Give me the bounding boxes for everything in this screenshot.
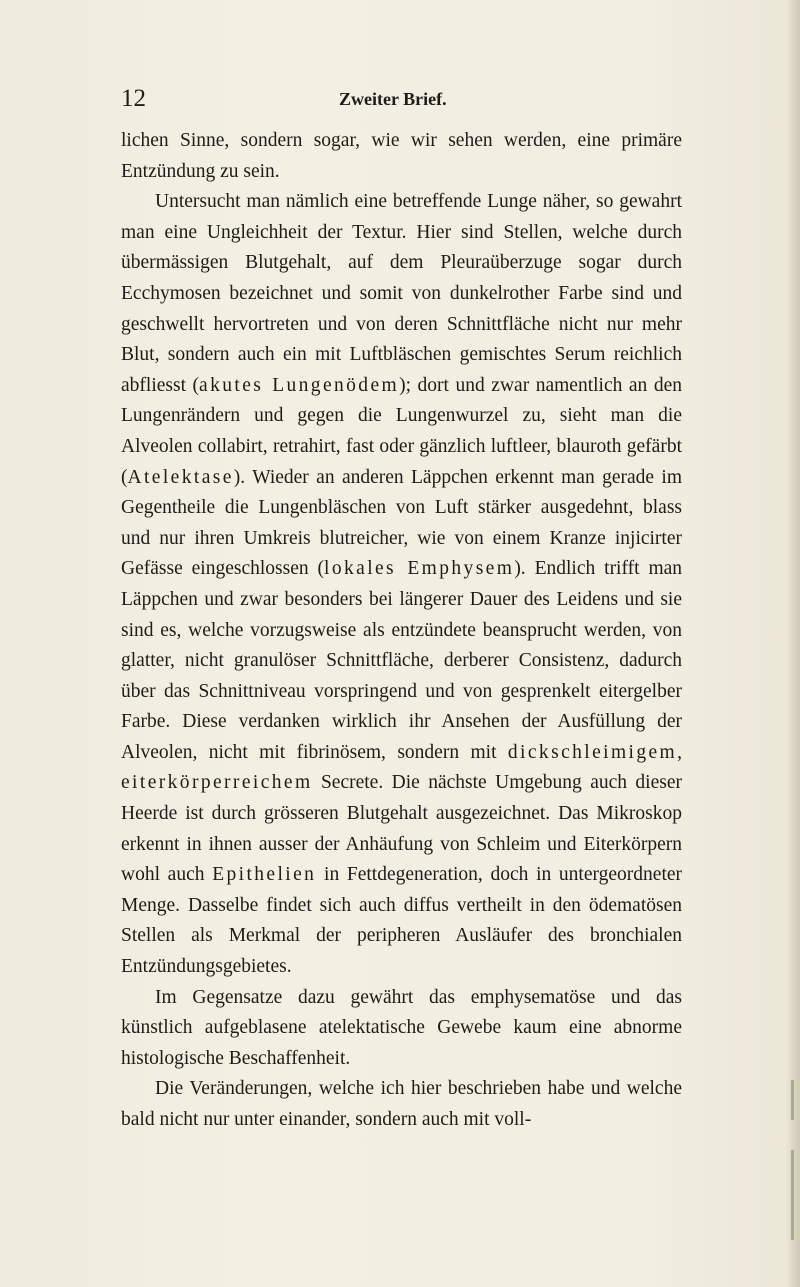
paragraph — [121, 1074, 682, 1135]
text-run: ). Wieder an anderen Läppchen erkennt man gerade im Gegentheile die Lungenbläschen von Luft stärker ausgedehnt, blass und nur ihren Umkreis blutreicher, wie von einem Kranze injicirter Gefässe eingeschlossen ( — [121, 466, 682, 580]
page-edge-mark — [791, 1080, 794, 1120]
text-run: Im Gegensatze dazu gewährt das emphysematöse und das künstlich aufgeblasene atelektatische Gewebe kaum eine abnorme histologische Beschaffenheit. — [121, 986, 682, 1069]
paragraph — [121, 187, 682, 982]
page-number: 12 — [121, 85, 146, 112]
text-run: Die Veränderungen, welche ich hier beschrieben habe und welche bald nicht nur unter einander, sondern auch mit voll- — [121, 1078, 682, 1130]
text-run: in Fettdegeneration, doch in untergeordneter Menge. Dasselbe findet sich auch diffus vertheilt in den ödematösen Stellen als Merkmal der peripheren Ausläufer des bronchialen Entzündungsgebietes. — [121, 864, 683, 978]
body-text — [121, 126, 682, 1136]
text-run: Untersucht man nämlich eine betreffende Lunge näher, so gewahrt man eine Ungleichheit der Textur. Hier sind Stellen, welche durch übermässigen Blutgehalt, auf dem Pleuraüberzuge sogar durch Ecchymosen bezeichnet und somit von dunkelrother Farbe sind und geschwellt hervortreten und von deren Schnittfläche nicht nur mehr Blut, sondern auch ein mit Luftbläschen gemischtes Serum reichlich abfliesst ( — [121, 191, 682, 396]
running-title: Zweiter Brief. — [339, 89, 447, 109]
page-header — [121, 84, 681, 114]
emphasized-term: Atelektase — [127, 466, 234, 488]
text-run: lichen Sinne, sondern sogar, wie wir sehen werden, eine primäre Entzündung zu sein. — [121, 130, 682, 182]
text-run: , — [677, 741, 682, 763]
page-edge-mark — [791, 1150, 794, 1240]
text-run: ). Endlich trifft man Läppchen und zwar besonders bei längerer Dauer des Leidens und sie sind es, welche vorzugsweise als entzündete beansprucht werden, von glatter, nicht granulöser Schnittfläche, derberer Consistenz, dadurch über das Schnittniveau vorspringend und von gesprenkelt eitergelber Farbe. Diese verdanken wirklich ihr Ansehen der Ausfüllung der Alveolen, nicht mit fibrinösem, sondern mit — [121, 558, 683, 763]
paragraph — [121, 983, 682, 1075]
paragraph — [121, 126, 682, 187]
text-run: Secrete. Die nächste Umgebung auch dieser Heerde ist durch grösseren Blutgehalt ausgezeichnet. Das Mikroskop erkennt in ihnen ausser der Anhäufung von Schleim und Eiterkörpern wohl auch — [121, 772, 682, 886]
emphasized-term: dickschleimigem — [507, 741, 678, 763]
emphasized-term: akutes Lungenödem — [199, 374, 400, 396]
text-run: ); dort und zwar namentlich an den Lungenrändern und gegen die Lungenwurzel zu, sieht man die Alveolen collabirt, retrahirt, fast oder gänzlich luftleer, blauroth gefärbt ( — [121, 374, 683, 488]
emphasized-term: eiterkörperreichem — [121, 772, 313, 794]
emphasized-term: Epithelien — [212, 864, 317, 886]
emphasized-term: lokales Emphysem — [324, 558, 515, 580]
